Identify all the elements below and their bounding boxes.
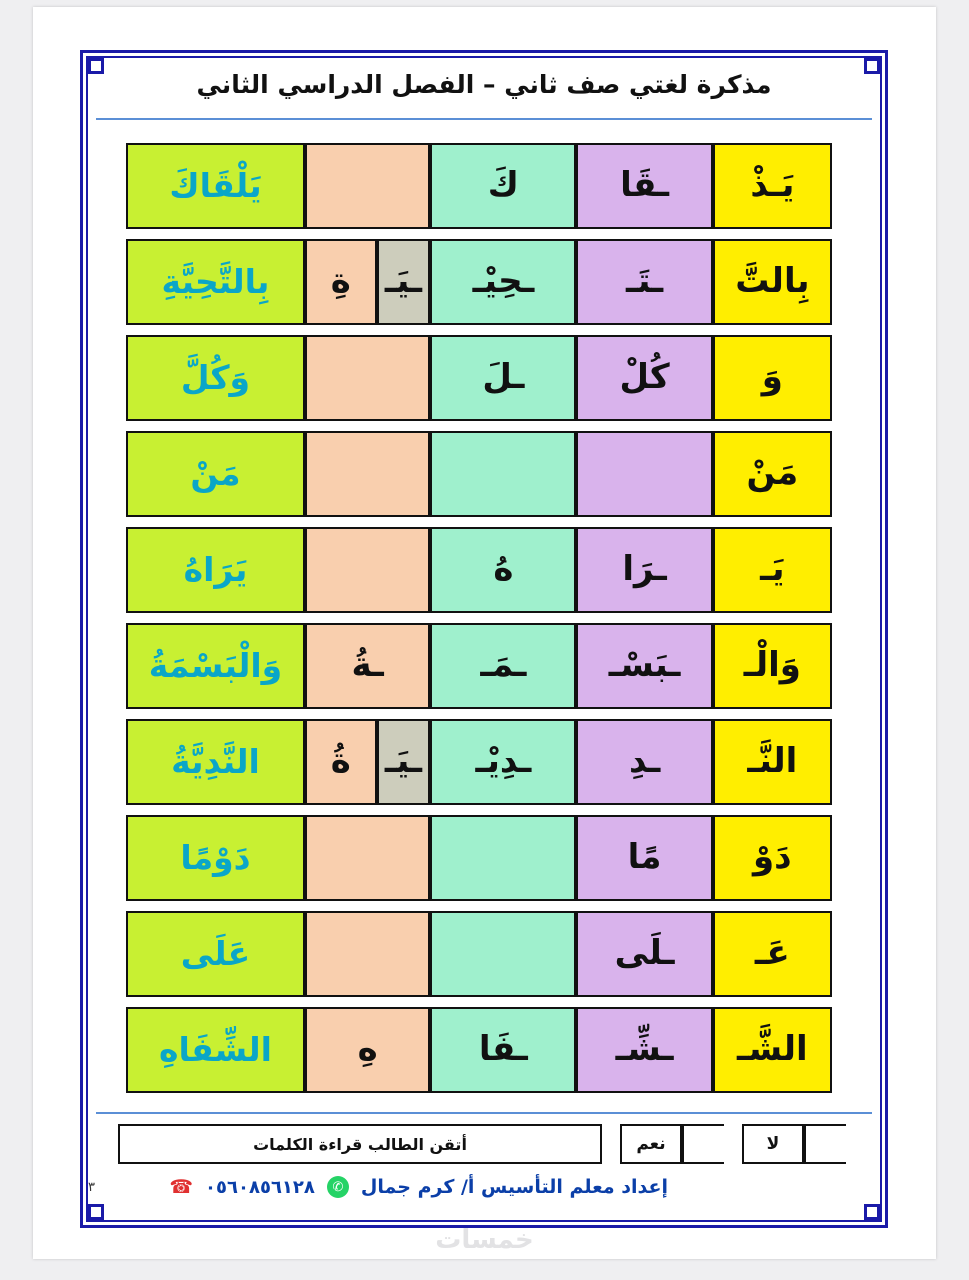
syllable-cell-4: ـيَـ <box>377 239 431 325</box>
syllable-cell-1: وَ <box>713 335 832 421</box>
assessment-row <box>118 1124 858 1164</box>
syllable-cell-2: ـرَا <box>576 527 712 613</box>
syllable-cell-2: ـلَى <box>576 911 712 997</box>
whatsapp-icon: ✆ <box>327 1176 349 1198</box>
syllable-cell-2: ـبَسْـ <box>576 623 712 709</box>
syllable-cell-1: وَالْـ <box>713 623 832 709</box>
word-cell: يَلْقَاكَ <box>126 143 305 229</box>
syllable-cell-2: ـشِّـ <box>576 1007 712 1093</box>
syllable-cell-4: ـةُ <box>305 623 430 709</box>
syllable-cell-3 <box>430 431 576 517</box>
syllable-cell-2: كُلْ <box>576 335 712 421</box>
syllable-cell-3: هُ <box>430 527 576 613</box>
word-cell: النَّدِيَّةُ <box>126 719 305 805</box>
syllable-cell-4 <box>305 911 430 997</box>
syllable-cell-3: ـفَا <box>430 1007 576 1093</box>
syllable-cell-3: ـمَـ <box>430 623 576 709</box>
word-cell: بِالتَّحِيَّةِ <box>126 239 305 325</box>
yes-check-group[interactable] <box>620 1124 724 1164</box>
table-row <box>126 431 832 517</box>
no-checkbox[interactable] <box>804 1124 846 1164</box>
word-cell: الشِّفَاهِ <box>126 1007 305 1093</box>
no-check-group[interactable] <box>742 1124 846 1164</box>
word-cell: عَلَى <box>126 911 305 997</box>
syllable-cell-1: مَنْ <box>713 431 832 517</box>
title-divider <box>96 118 872 120</box>
syllable-cell-4 <box>305 431 430 517</box>
credit-row <box>118 1172 858 1202</box>
phone-icon: ☎ <box>169 1176 194 1198</box>
syllable-cell-2: ـقَا <box>576 143 712 229</box>
syllable-cell-3: ـلَ <box>430 335 576 421</box>
footer-divider <box>96 1112 872 1114</box>
table-row <box>126 719 832 805</box>
syllable-cell-3 <box>430 815 576 901</box>
syllable-cell-2: ـدِ <box>576 719 712 805</box>
no-label: لا <box>742 1124 804 1164</box>
table-row <box>126 623 832 709</box>
syllable-cell-3: ـحِيْـ <box>430 239 576 325</box>
credit-phone: ٠٥٦٠٨٥٦١٢٨ <box>205 1176 315 1198</box>
syllable-cell-3: ـدِيْـ <box>430 719 576 805</box>
syllable-cell-1: يَـ <box>713 527 832 613</box>
syllable-cell-2: ـتَـ <box>576 239 712 325</box>
yes-checkbox[interactable] <box>682 1124 724 1164</box>
table-row <box>126 527 832 613</box>
table-row <box>126 815 832 901</box>
syllable-cell-1: الشَّـ <box>713 1007 832 1093</box>
table-row <box>126 911 832 997</box>
syllable-cell-4 <box>305 143 430 229</box>
table-row <box>126 239 832 325</box>
syllable-cell-3: كَ <box>430 143 576 229</box>
page-number: ٣ <box>88 1180 95 1195</box>
word-cell: دَوْمًا <box>126 815 305 901</box>
table-row <box>126 1007 832 1093</box>
syllable-cell-4: ـيَـ <box>377 719 431 805</box>
watermark: خمسات <box>435 1225 534 1255</box>
syllable-cell-1: يَـذْ <box>713 143 832 229</box>
page-title: مذكرة لغتي صف ثاني – الفصل الدراسي الثاني <box>196 70 772 99</box>
syllable-cell-2 <box>576 431 712 517</box>
word-cell: وَكُلَّ <box>126 335 305 421</box>
syllable-cell-4: هِ <box>305 1007 430 1093</box>
word-cell: مَنْ <box>126 431 305 517</box>
syllable-cell-4 <box>305 815 430 901</box>
yes-label: نعم <box>620 1124 682 1164</box>
syllable-cell-3 <box>430 911 576 997</box>
syllable-cell-1: النَّـ <box>713 719 832 805</box>
syllable-cell-1: دَوْ <box>713 815 832 901</box>
syllable-cell-5: ةِ <box>305 239 377 325</box>
syllable-cell-5: ةُ <box>305 719 377 805</box>
frame-corner-bottom-left <box>88 1204 104 1220</box>
syllable-cell-1: بِالتَّ <box>713 239 832 325</box>
credit-author: إعداد معلم التأسيس أ/ كرم جمال <box>360 1176 668 1198</box>
words-table <box>126 143 832 1103</box>
word-cell: وَالْبَسْمَةُ <box>126 623 305 709</box>
syllable-cell-4 <box>305 335 430 421</box>
word-cell: يَرَاهُ <box>126 527 305 613</box>
assessment-statement: أتقن الطالب قراءة الكلمات <box>118 1124 602 1164</box>
syllable-cell-4 <box>305 527 430 613</box>
syllable-cell-2: مًا <box>576 815 712 901</box>
table-row <box>126 143 832 229</box>
syllable-cell-1: عَـ <box>713 911 832 997</box>
table-row <box>126 335 832 421</box>
frame-corner-bottom-right <box>864 1204 880 1220</box>
